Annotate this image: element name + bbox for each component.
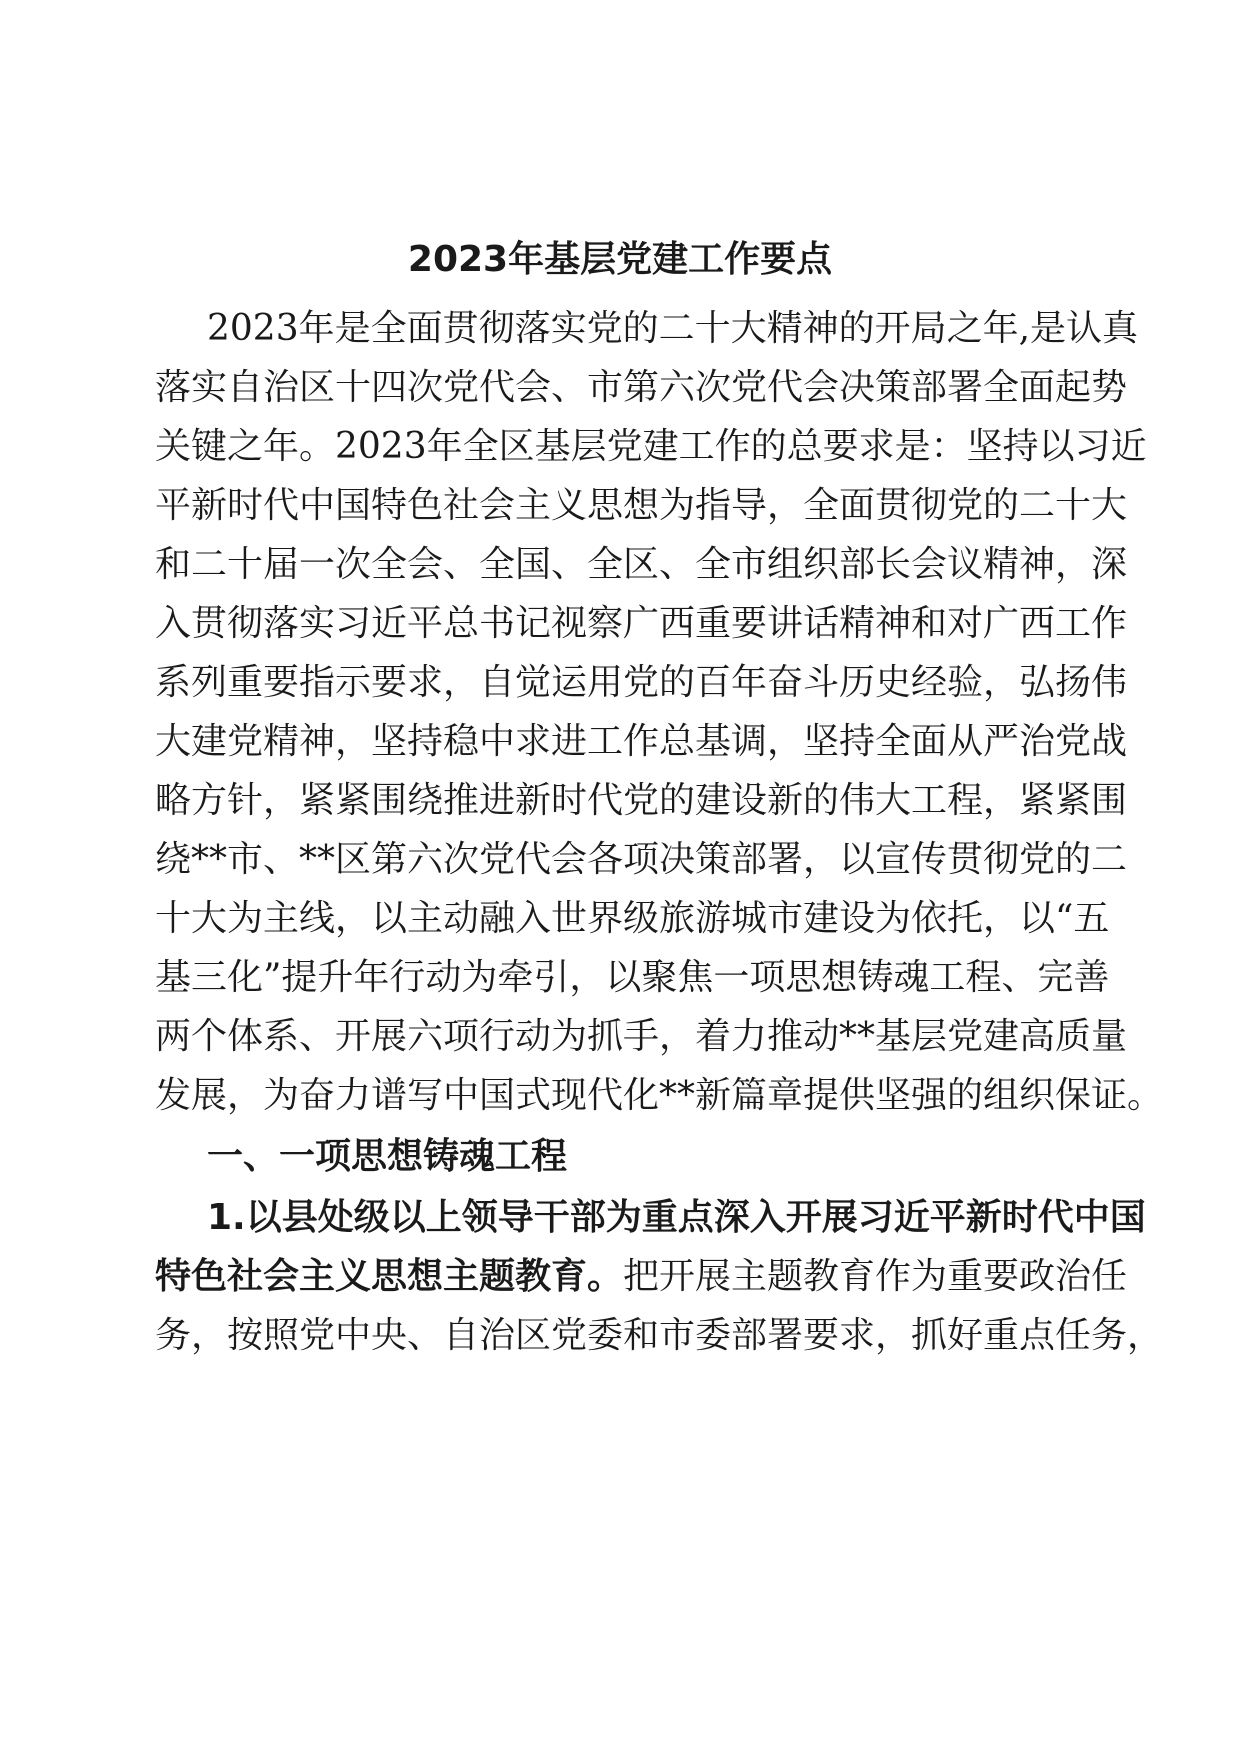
paragraph-line: 落实自治区十四次党代会、市第六次党代会决策部署全面起势 [155, 367, 1128, 408]
paragraph-line: 和二十届一次全会、全国、全区、全市组织部长会议精神，深 [155, 544, 1128, 585]
item-line [155, 1256, 1128, 1297]
item-heading-tail: 特色社会主义思想主题教育。 [155, 1256, 624, 1297]
paragraph-line: 略方针，紧紧围绕推进新时代党的建设新的伟大工程，紧紧围 [155, 780, 1128, 821]
item-body-text: 把开展主题教育作为重要政治任 [623, 1256, 1128, 1297]
paragraph-line: 基三化”提升年行动为牵引，以聚焦一项思想铸魂工程、完善 [155, 957, 1110, 998]
paragraph-line: 发展，为奋力谱写中国式现代化**新篇章提供坚强的组织保证。 [155, 1075, 1164, 1116]
item-heading-line: 1.以县处级以上领导干部为重点深入开展习近平新时代中国 [207, 1197, 1146, 1238]
paragraph-line: 2023年是全面贯彻落实党的二十大精神的开局之年,是认真 [207, 308, 1139, 349]
paragraph-line: 绕**市、**区第六次党代会各项决策部署，以宣传贯彻党的二 [155, 839, 1128, 880]
paragraph-line: 关键之年。2023年全区基层党建工作的总要求是：坚持以习近 [155, 426, 1147, 467]
section-heading: 一、一项思想铸魂工程 [207, 1136, 568, 1177]
paragraph-line: 平新时代中国特色社会主义思想为指导，全面贯彻党的二十大 [155, 485, 1128, 526]
paragraph-line: 入贯彻落实习近平总书记视察广西重要讲话精神和对广西工作 [155, 603, 1128, 644]
paragraph-line: 系列重要指示要求，自觉运用党的百年奋斗历史经验，弘扬伟 [155, 662, 1128, 703]
paragraph-line: 两个体系、开展六项行动为抓手，着力推动**基层党建高质量 [155, 1016, 1128, 1057]
item-line: 务，按照党中央、自治区党委和市委部署要求，抓好重点任务， [155, 1315, 1164, 1356]
document-title: 2023年基层党建工作要点 [407, 239, 833, 280]
paragraph-line: 十大为主线，以主动融入世界级旅游城市建设为依托，以“五 [155, 898, 1110, 939]
paragraph-line: 大建党精神，坚持稳中求进工作总基调，坚持全面从严治党战 [155, 721, 1128, 762]
